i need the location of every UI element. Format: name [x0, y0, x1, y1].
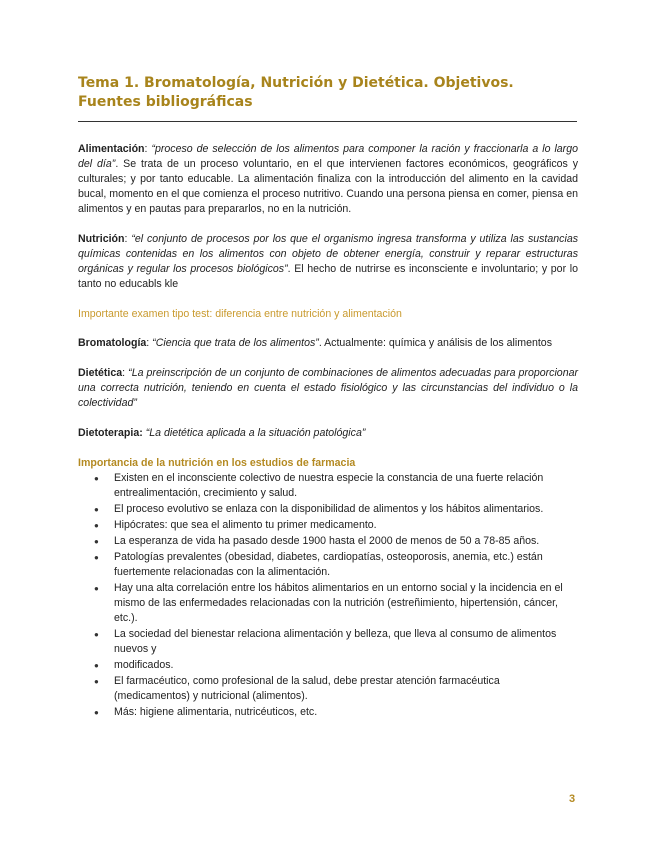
definition-nutricion: “el conjunto de procesos por los que el organismo ingresa transforma y utiliza las sustancias químicas contenidas en los alimentos con objeto de obtener energía, construir y reparar estructuras orgánicas y regular los procesos biológicos”: [78, 233, 579, 275]
paragraph-alimentacion: [78, 142, 578, 217]
page-number: 3: [569, 793, 576, 805]
bullet-list: [78, 471, 578, 720]
term-dietoterapia: Dietoterapia:: [78, 427, 143, 439]
definition-alimentacion: “proceso de selección de los alimentos para componer la ración y fraccionarla a lo largo del día”: [78, 143, 578, 170]
term-alimentacion: Alimentación: [78, 143, 145, 155]
list-item: ● La esperanza de vida ha pasado desde 1900 hasta el 2000 de menos de 50 a 78-85 años.: [114, 534, 578, 549]
list-item: ● Existen en el inconsciente colectivo de nuestra especie la constancia de una fuerte relación entrealimentación, crecimiento y salud.: [114, 471, 578, 501]
colon: :: [144, 143, 152, 155]
text-nutricion: . El hecho de nutrirse es inconsciente e involuntario; y por lo tanto no educabls kle: [78, 263, 578, 290]
title-divider: [78, 121, 577, 122]
text-alimentacion: . Se trata de un proceso voluntario, en el que intervienen factores económicos, geográficos y culturales; y por tanto educable. La alimentación finaliza con la introducción del alimento en la cavidad bucal, momento en el que comienza el proceso nutritivo. Cuando una persona piensa en comer, piensa en alimentos y en pautas para prepararlos, no en la nutrición.: [78, 158, 579, 215]
paragraph-dietetica: [78, 366, 578, 411]
paragraph-bromatologia: [78, 336, 578, 351]
list-item: ● modificados.: [114, 658, 578, 673]
exam-note: Importante examen tipo test: diferencia entre nutrición y alimentación: [78, 308, 402, 320]
list-item: ● Hipócrates: que sea el alimento tu primer medicamento.: [114, 518, 578, 533]
document-body: [78, 142, 578, 721]
list-item: ● Hay una alta correlación entre los hábitos alimentarios en un entorno social y la incidencia en el mismo de las enfermedades relacionadas con la nutrición (estreñimiento, hipertensión, cáncer, etc.).: [114, 581, 578, 626]
paragraph-nutricion: [78, 232, 578, 292]
term-dietetica: Dietética: [78, 367, 123, 379]
term-nutricion: Nutrición: [78, 233, 125, 245]
definition-dietetica: “La preinscripción de un conjunto de combinaciones de alimentos adecuadas para proporcionar una correcta nutrición, teniendo en cuenta el estado fisiológico y las circunstancias del individuo o la colectividad”: [78, 367, 579, 409]
colon: :: [124, 233, 132, 245]
colon: :: [146, 337, 153, 349]
definition-bromatologia: “Ciencia que trata de los alimentos”: [152, 337, 319, 349]
list-item: ● El proceso evolutivo se enlaza con la disponibilidad de alimentos y los hábitos alimentarios.: [114, 502, 578, 517]
list-item: ● El farmacéutico, como profesional de la salud, debe prestar atención farmacéutica (medicamentos) y nutricional (alimentos).: [114, 674, 578, 704]
list-item: ● La sociedad del bienestar relaciona alimentación y belleza, que lleva al consumo de alimentos nuevos y: [114, 627, 578, 657]
term-bromatologia: Bromatología: [78, 337, 147, 349]
definition-dietoterapia: “La dietética aplicada a la situación patológica”: [142, 427, 366, 439]
document-title: Tema 1. Bromatología, Nutrición y Dietética. Objetivos. Fuentes bibliográficas: [78, 75, 514, 110]
paragraph-dietoterapia: [78, 426, 578, 441]
section-heading-importancia: Importancia de la nutrición en los estudios de farmacia: [78, 457, 356, 469]
list-item: ● Patologías prevalentes (obesidad, diabetes, cardiopatías, osteoporosis, anemia, etc.) están fuertemente relacionadas con la alimentación.: [114, 550, 578, 580]
list-item: ● Más: higiene alimentaria, nutricéuticos, etc.: [114, 705, 578, 720]
text-bromatologia: . Actualmente: química y análisis de los alimentos: [318, 337, 552, 349]
colon: :: [122, 367, 129, 379]
